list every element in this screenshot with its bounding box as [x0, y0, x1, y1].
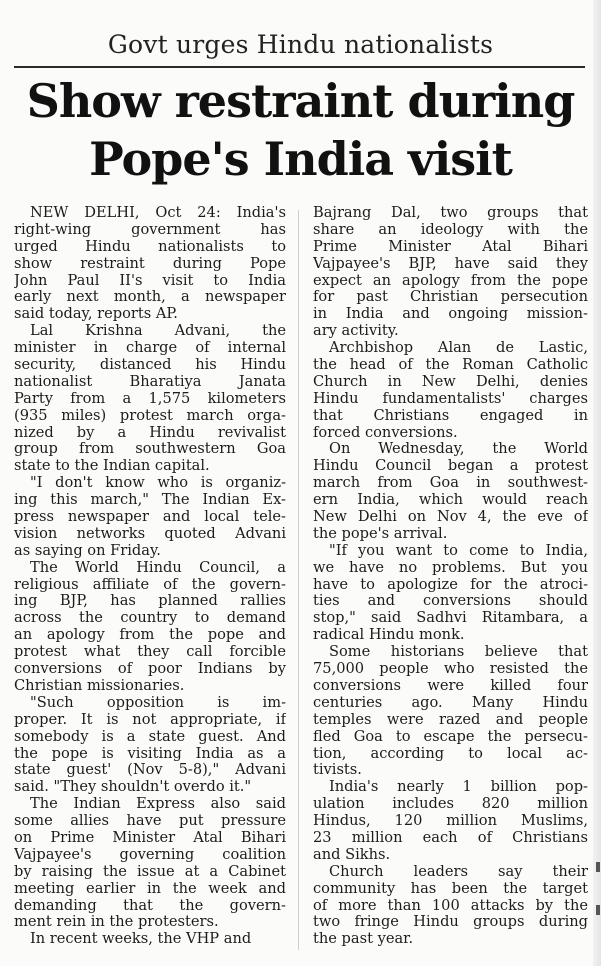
body-text-line: On Wednesday, the World	[329, 441, 588, 458]
body-text-line: early next month, a newspaper	[14, 289, 286, 306]
body-text-line: and Sikhs.	[313, 846, 391, 863]
body-text-line: "If you want to come to India,	[329, 542, 588, 559]
body-text-line: meeting earlier in the week and	[14, 880, 286, 897]
body-text-line: 75,000 people who resisted the	[313, 661, 588, 678]
body-text-line: press newspaper and local tele-	[14, 509, 286, 526]
body-text-line: march from Goa in southwest-	[313, 475, 588, 492]
body-text-line: said today, reports AP.	[14, 306, 178, 323]
body-text-line: Hindu fundamentalists' charges	[313, 390, 588, 407]
body-text-line: Hindus, 120 million Muslims,	[313, 813, 588, 830]
body-text-line: The Indian Express also said	[30, 796, 286, 813]
kicker-rule	[14, 66, 585, 68]
body-text-line: proper. It is not appropriate, if	[14, 711, 286, 728]
body-text-line: Prime Minister Atal Bihari	[313, 238, 588, 255]
body-text-line: of more than 100 attacks by the	[313, 897, 588, 914]
body-text-line: we have no problems. But you	[313, 559, 588, 576]
body-text-line: across the country to demand	[14, 610, 286, 627]
body-text-line: the head of the Roman Catholic	[313, 357, 588, 374]
body-text-line: said. "They shouldn't overdo it."	[14, 779, 252, 796]
body-text-line: Hindu Council began a protest	[313, 458, 588, 475]
body-text-line: ulation includes 820 million	[313, 796, 588, 813]
body-text-line: ary activity.	[313, 323, 399, 340]
body-text-line: radical Hindu monk.	[313, 627, 465, 644]
body-text-line: the past year.	[313, 931, 414, 948]
body-text-line: as saying on Friday.	[14, 542, 161, 559]
body-text-line: New Delhi on Nov 4, the eve of	[313, 509, 588, 526]
body-text-line: an apology from the pope and	[14, 627, 286, 644]
body-text-line: India's nearly 1 billion pop-	[329, 779, 588, 796]
article-kicker: Govt urges Hindu nationalists	[107, 30, 494, 59]
body-text-line: In recent weeks, the VHP and	[30, 931, 252, 948]
body-text-line: the pope is visiting India as a	[14, 745, 286, 762]
body-text-line: on Prime Minister Atal Bihari	[14, 829, 286, 846]
body-text-line: The World Hindu Council, a	[30, 559, 286, 576]
body-text-line: stop," said Sadhvi Ritambara, a	[313, 610, 588, 627]
body-text-line: state guest' (Nov 5-8)," Advani	[14, 762, 286, 779]
body-text-line: Some historians believe that	[329, 644, 588, 661]
clipping-edge	[593, 0, 601, 966]
body-text-line: "Such opposition is im-	[30, 694, 286, 711]
body-text-line: urged Hindu nationalists to	[14, 238, 286, 255]
body-text-line: Lal Krishna Advani, the	[30, 323, 286, 340]
body-text-line: Vajpayee's BJP, have said they	[313, 255, 588, 272]
body-text-line: Church leaders say their	[329, 863, 588, 880]
body-text-line: have to apologize for the atroci-	[313, 576, 588, 593]
body-text-line: nized by a Hindu revivalist	[14, 424, 286, 441]
edge-mark	[596, 905, 600, 915]
body-text-line: minister in charge of internal	[14, 340, 286, 357]
body-text-line: two fringe Hindu groups during	[313, 914, 588, 931]
body-text-line: 23 million each of Christians	[313, 829, 588, 846]
body-text-line: that Christians engaged in	[313, 407, 588, 424]
body-text-line: security, distanced his Hindu	[14, 357, 286, 374]
body-text-line: state to the Indian capital.	[14, 458, 210, 475]
body-text-line: "I don't know who is organiz-	[30, 475, 286, 492]
body-text-line: (935 miles) protest march orga-	[14, 407, 286, 424]
body-column-right	[313, 205, 588, 948]
body-text-line: Church in New Delhi, denies	[313, 373, 588, 390]
body-text-line: some allies have put pressure	[14, 813, 286, 830]
body-text-line: ing BJP, has planned rallies	[14, 593, 286, 610]
body-text-line: show restraint during Pope	[14, 255, 286, 272]
headline-line: Show restraint during	[26, 74, 575, 128]
body-text-line: somebody is a state guest. And	[14, 728, 286, 745]
body-column-left	[14, 205, 286, 948]
body-text-line: conversions of poor Indians by	[14, 661, 286, 678]
body-text-line: the pope's arrival.	[313, 525, 448, 542]
body-text-line: ern India, which would reach	[313, 492, 588, 509]
body-text-line: vision networks quoted Advani	[14, 525, 286, 542]
body-text-line: Party from a 1,575 kilometers	[14, 390, 286, 407]
body-text-line: religious affiliate of the govern-	[14, 576, 286, 593]
body-text-line: ing this march," The Indian Ex-	[14, 492, 286, 509]
body-text-line: forced conversions.	[313, 424, 458, 441]
body-text-line: protest what they call forcible	[14, 644, 286, 661]
body-text-line: community has been the target	[313, 880, 588, 897]
body-text-line: tivists.	[313, 762, 362, 779]
body-text-line: demanding that the govern-	[14, 897, 286, 914]
body-text-line: nationalist Bharatiya Janata	[14, 373, 286, 390]
body-text-line: conversions were killed four	[313, 677, 588, 694]
column-divider	[298, 210, 299, 950]
body-text-line: by raising the issue at a Cabinet	[14, 863, 286, 880]
headline-line: Pope's India visit	[89, 132, 512, 186]
body-text-line: right-wing government has	[14, 221, 286, 238]
body-text-line: temples were razed and people	[313, 711, 588, 728]
body-text-line: in India and ongoing mission-	[313, 306, 588, 323]
body-text-line: ties and conversions should	[313, 593, 588, 610]
article-headline	[0, 72, 601, 188]
body-text-line: group from southwestern Goa	[14, 441, 286, 458]
body-text-line: tion, according to local ac-	[313, 745, 588, 762]
body-text-line: Christian missionaries.	[14, 677, 185, 694]
body-text-line: NEW DELHI, Oct 24: India's	[30, 205, 286, 221]
body-text-line: fled Goa to escape the persecu-	[313, 728, 588, 745]
body-text-line: Vajpayee's governing coalition	[14, 846, 286, 863]
body-text-line: John Paul II's visit to India	[14, 272, 286, 289]
body-text-line: ment rein in the protesters.	[14, 914, 219, 931]
body-text-line: Bajrang Dal, two groups that	[313, 205, 588, 221]
body-text-line: expect an apology from the pope	[313, 272, 588, 289]
body-text-line: share an ideology with the	[313, 221, 588, 238]
body-text-line: for past Christian persecution	[313, 289, 588, 306]
body-text-line: centuries ago. Many Hindu	[313, 694, 588, 711]
body-text-line: Archbishop Alan de Lastic,	[329, 340, 588, 357]
edge-mark	[596, 862, 600, 872]
